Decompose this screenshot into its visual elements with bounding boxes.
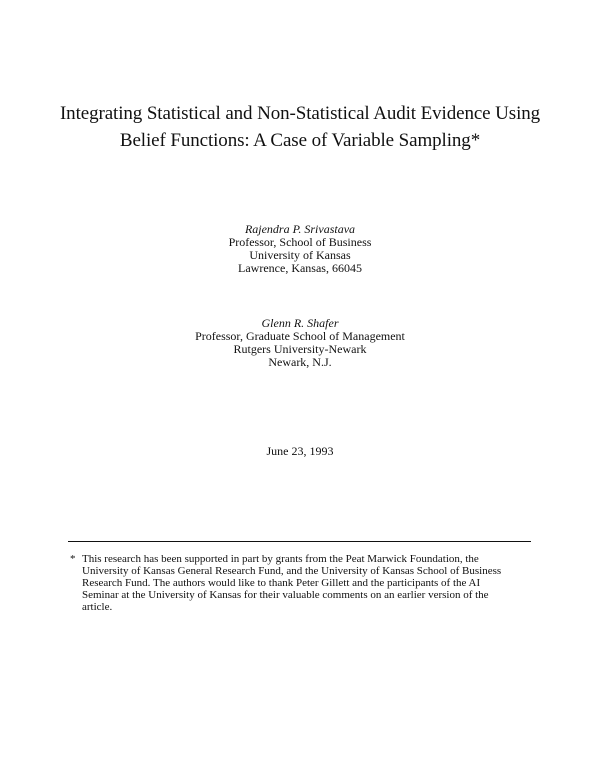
- author-block-shafer: [100, 317, 500, 369]
- footnote-line: Research Fund. The authors would like to thank Peter Gillett and the participants of the AI: [82, 577, 481, 589]
- footnote-line: University of Kansas General Research Fund, and the University of Kansas School of Business: [82, 565, 502, 577]
- paper-title-line-1: Integrating Statistical and Non-Statistical Audit Evidence Using: [59, 103, 541, 124]
- paper-title: [40, 100, 560, 154]
- author-name: Glenn R. Shafer: [261, 316, 339, 330]
- author-affiliation-line: Professor, School of Business: [228, 235, 372, 249]
- paper-title-line-2: Belief Functions: A Case of Variable Sampling*: [119, 130, 481, 151]
- footnote-line: article.: [82, 601, 113, 613]
- author-affiliation-line: Rutgers University-Newark: [233, 342, 367, 356]
- author-affiliation-line: Newark, N.J.: [268, 355, 332, 369]
- footnote: [70, 553, 540, 613]
- author-block-srivastava: [100, 223, 500, 275]
- publication-date: June 23, 1993: [266, 444, 334, 458]
- footnote-mark: *: [70, 553, 76, 565]
- author-affiliation-line: Lawrence, Kansas, 66045: [238, 261, 362, 275]
- author-name: Rajendra P. Srivastava: [244, 222, 356, 236]
- author-affiliation-line: University of Kansas: [249, 248, 351, 262]
- footnote-line: Seminar at the University of Kansas for their valuable comments on an earlier version of the: [82, 589, 489, 601]
- author-affiliation-line: Professor, Graduate School of Management: [195, 329, 405, 343]
- footnote-divider: [68, 541, 531, 542]
- footnote-line: [70, 553, 540, 565]
- footnote-text: This research has been supported in part by grants from the Peat Marwick Foundation, the: [82, 553, 479, 565]
